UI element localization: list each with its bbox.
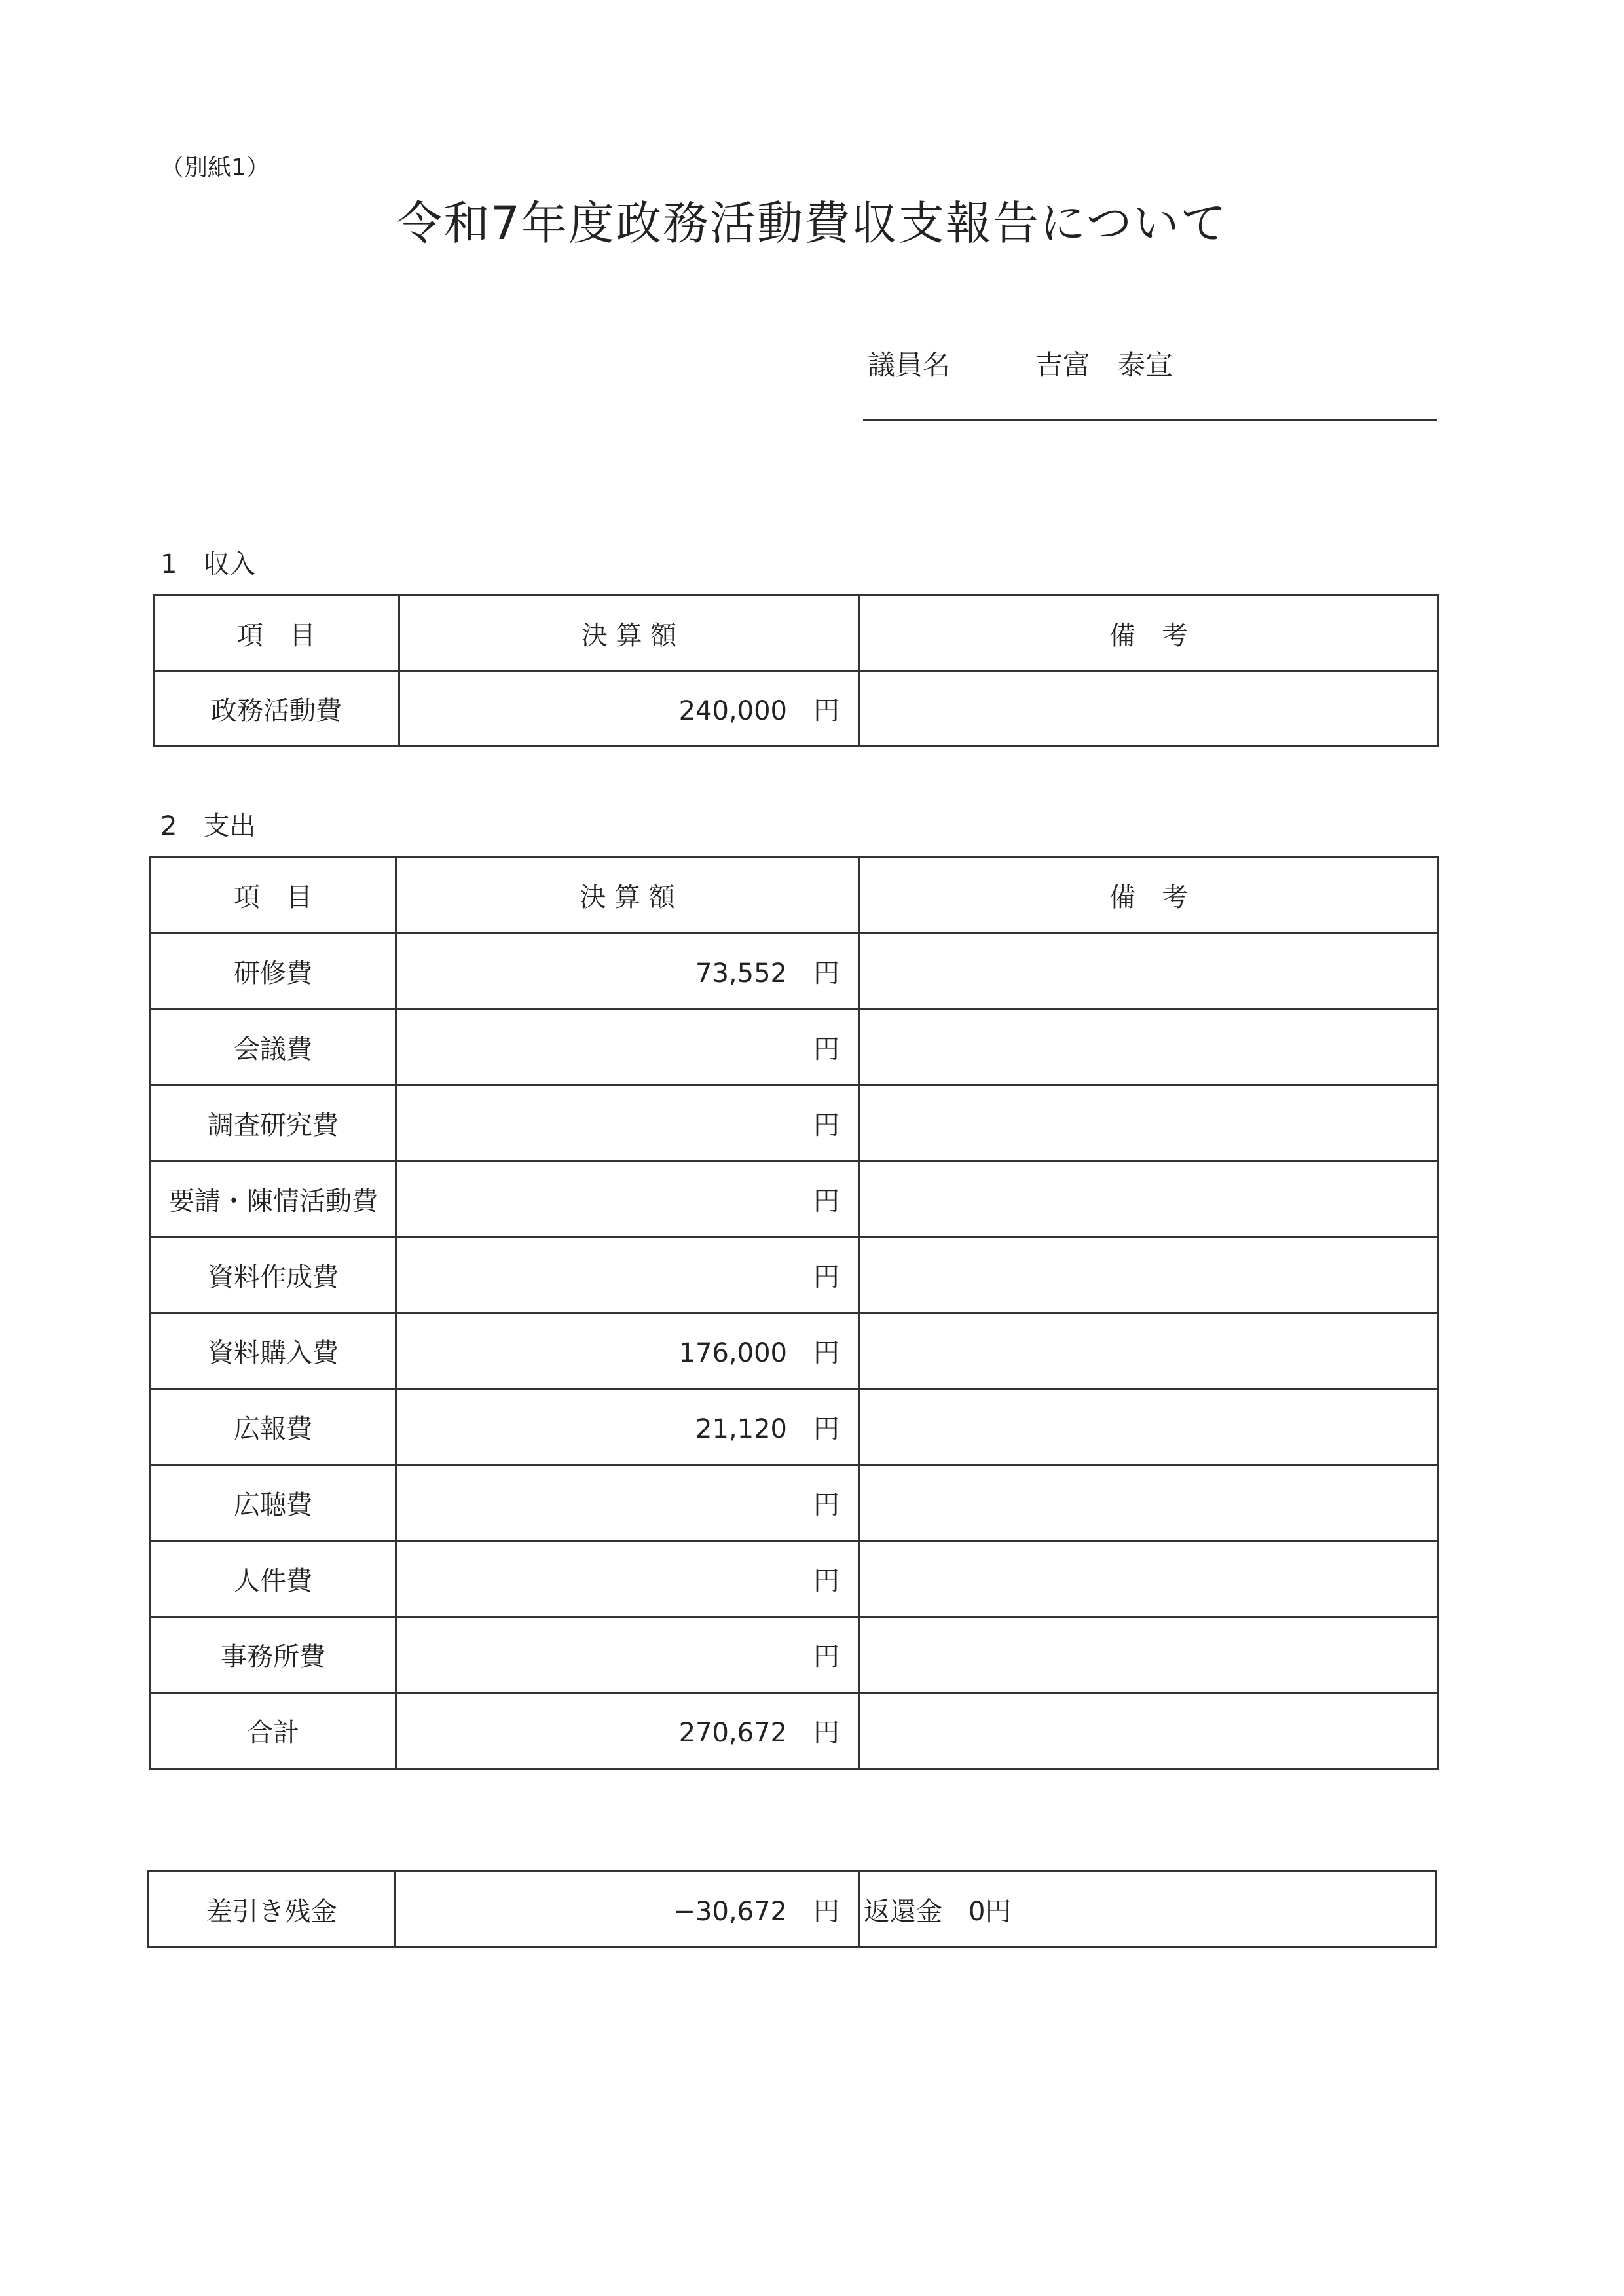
row-amount-cell xyxy=(396,1465,859,1541)
income-table xyxy=(153,594,1439,747)
row-note xyxy=(859,1085,1439,1161)
header-note: 備 考 xyxy=(859,596,1439,671)
total-row xyxy=(151,1693,1439,1769)
balance-amount: −30,672 xyxy=(673,1896,787,1927)
expense-table xyxy=(149,856,1439,1770)
row-unit: 円 xyxy=(813,1034,840,1065)
member-underline xyxy=(863,419,1437,421)
table-row xyxy=(151,1161,1439,1237)
table-row xyxy=(151,1085,1439,1161)
row-note xyxy=(859,1313,1439,1389)
member-block xyxy=(868,344,1173,383)
row-unit: 円 xyxy=(813,1414,840,1444)
row-amount-cell xyxy=(396,1161,859,1237)
row-item: 広聴費 xyxy=(151,1465,396,1541)
row-unit: 円 xyxy=(813,1718,840,1748)
income-heading: 1 収入 xyxy=(160,549,256,579)
row-unit: 円 xyxy=(813,958,840,989)
row-note xyxy=(859,934,1439,1010)
row-note xyxy=(859,1617,1439,1693)
row-unit: 円 xyxy=(813,1566,840,1596)
table-row xyxy=(151,1237,1439,1313)
row-unit: 円 xyxy=(813,1186,840,1216)
balance-amount-cell xyxy=(396,1872,859,1947)
balance-table xyxy=(147,1870,1437,1948)
row-note xyxy=(859,1161,1439,1237)
table-row xyxy=(154,671,1439,746)
row-item: 会議費 xyxy=(151,1010,396,1085)
expense-header-row xyxy=(151,858,1439,934)
balance-item: 差引き残金 xyxy=(148,1872,396,1947)
page-title: 令和7年度政務活動費収支報告について xyxy=(396,196,1228,250)
table-row xyxy=(151,1541,1439,1617)
row-amount-cell xyxy=(396,1313,859,1389)
member-label: 議員名 xyxy=(868,349,951,381)
table-row xyxy=(151,1617,1439,1693)
row-unit: 円 xyxy=(813,1262,840,1292)
row-item: 要請・陳情活動費 xyxy=(151,1161,396,1237)
expense-heading: 2 支出 xyxy=(160,811,256,841)
row-item: 研修費 xyxy=(151,934,396,1010)
row-item: 人件費 xyxy=(151,1541,396,1617)
row-amount-cell xyxy=(396,1085,859,1161)
row-unit: 円 xyxy=(813,695,840,726)
row-item: 調査研究費 xyxy=(151,1085,396,1161)
header-item: 項 目 xyxy=(154,596,399,671)
table-row xyxy=(151,1465,1439,1541)
row-amount-cell xyxy=(396,1389,859,1465)
balance-row xyxy=(148,1872,1437,1947)
balance-unit: 円 xyxy=(813,1896,840,1927)
row-item: 合計 xyxy=(151,1693,396,1769)
row-amount-cell xyxy=(396,1010,859,1085)
header-amount: 決 算 額 xyxy=(396,858,859,934)
balance-note: 返還金 0円 xyxy=(859,1872,1437,1947)
table-row xyxy=(151,1010,1439,1085)
row-amount: 240,000 xyxy=(678,695,787,726)
header-amount: 決 算 額 xyxy=(399,596,859,671)
row-item: 資料作成費 xyxy=(151,1237,396,1313)
row-amount: 176,000 xyxy=(678,1338,787,1368)
row-unit: 円 xyxy=(813,1490,840,1520)
row-note xyxy=(859,1541,1439,1617)
row-note xyxy=(859,1010,1439,1085)
row-amount: 21,120 xyxy=(695,1414,787,1444)
row-item: 政務活動費 xyxy=(154,671,399,746)
table-row xyxy=(151,1313,1439,1389)
row-amount: 270,672 xyxy=(678,1718,787,1748)
table-row xyxy=(151,934,1439,1010)
row-amount-cell xyxy=(396,1693,859,1769)
member-name: 吉富 泰宣 xyxy=(1035,349,1173,381)
row-unit: 円 xyxy=(813,1642,840,1672)
row-item: 広報費 xyxy=(151,1389,396,1465)
row-amount: 73,552 xyxy=(695,958,787,989)
row-note xyxy=(859,1465,1439,1541)
row-note xyxy=(859,1389,1439,1465)
annex-label: （別紙1） xyxy=(160,155,270,181)
row-item: 資料購入費 xyxy=(151,1313,396,1389)
row-amount-cell xyxy=(396,1541,859,1617)
row-amount-cell xyxy=(399,671,859,746)
income-header-row xyxy=(154,596,1439,671)
row-note xyxy=(859,1693,1439,1769)
row-unit: 円 xyxy=(813,1338,840,1368)
row-note xyxy=(859,1237,1439,1313)
row-amount-cell xyxy=(396,1237,859,1313)
row-unit: 円 xyxy=(813,1110,840,1140)
row-amount-cell xyxy=(396,1617,859,1693)
row-note xyxy=(859,671,1439,746)
row-amount-cell xyxy=(396,934,859,1010)
row-item: 事務所費 xyxy=(151,1617,396,1693)
table-row xyxy=(151,1389,1439,1465)
header-note: 備 考 xyxy=(859,858,1439,934)
header-item: 項 目 xyxy=(151,858,396,934)
